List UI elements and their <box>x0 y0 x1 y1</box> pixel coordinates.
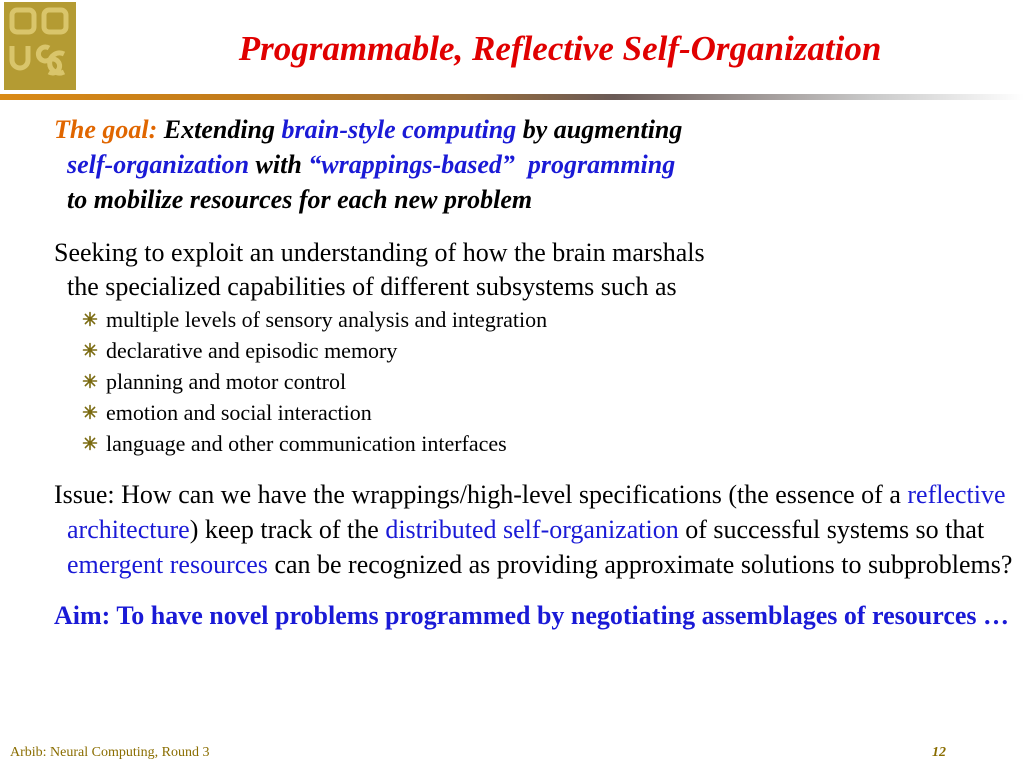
goal-highlight-programming: programming <box>527 150 676 179</box>
goal-text-4: to mobilize resources for each new problem <box>67 185 533 214</box>
slide-title: Programmable, Reflective Self-Organization <box>238 29 882 68</box>
list-item-text: language and other communication interfaces <box>106 431 507 456</box>
asterisk-flower-icon <box>82 311 98 327</box>
title-divider <box>0 94 1024 100</box>
list-item-text: emotion and social interaction <box>106 400 372 425</box>
issue-text-2: ) keep track of the <box>189 515 386 544</box>
issue-highlight-emergent-resources: emergent resources <box>67 550 268 579</box>
asterisk-flower-icon <box>82 373 98 389</box>
list-item <box>82 304 1014 335</box>
goal-text-2: by augmenting <box>522 115 683 144</box>
asterisk-flower-icon <box>82 435 98 451</box>
list-item-text: planning and motor control <box>106 369 347 394</box>
asterisk-flower-icon <box>82 342 98 358</box>
issue-paragraph <box>54 477 1014 582</box>
footer-page-number: 12 <box>932 745 946 760</box>
issue-highlight-reflective-architecture: reflective architecture <box>67 480 1006 544</box>
list-item <box>82 397 1014 428</box>
subsystem-list <box>54 304 1014 459</box>
aim-statement: Aim: To have novel problems programmed by negotiating assemblages of resources … <box>54 601 1010 630</box>
issue-text-4: can be recognized as providing approximate solutions to subproblems? <box>267 550 1013 579</box>
seeking-line-1: Seeking to exploit an understanding of how the brain marshals <box>54 238 705 267</box>
goal-text-1: Extending <box>163 115 276 144</box>
goal-statement <box>54 112 1014 217</box>
list-item <box>82 428 1014 459</box>
issue-text-1: Issue: How can we have the wrappings/high-level specifications (the essence of a <box>54 480 908 509</box>
goal-text-3: with <box>255 150 302 179</box>
usc-logo <box>4 2 76 90</box>
footer-course-label: Arbib: Neural Computing, Round 3 <box>10 745 210 760</box>
seeking-paragraph <box>54 236 1014 304</box>
goal-label: The goal: <box>54 115 158 144</box>
seeking-line-2: the specialized capabilities of different subsystems such as <box>67 272 677 301</box>
list-item-text: declarative and episodic memory <box>106 338 398 363</box>
goal-highlight-brain-style: brain-style computing <box>281 115 517 144</box>
goal-highlight-wrappings: “wrappings-based” <box>308 150 515 179</box>
goal-highlight-self-organization: self-organization <box>67 150 250 179</box>
list-item-text: multiple levels of sensory analysis and integration <box>106 307 548 332</box>
list-item <box>82 335 1014 366</box>
issue-highlight-distributed-self-organization: distributed self-organization <box>385 515 679 544</box>
asterisk-flower-icon <box>82 404 98 420</box>
slide-body <box>54 112 1014 633</box>
issue-text-3: of successful systems so that <box>678 515 985 544</box>
list-item <box>82 366 1014 397</box>
